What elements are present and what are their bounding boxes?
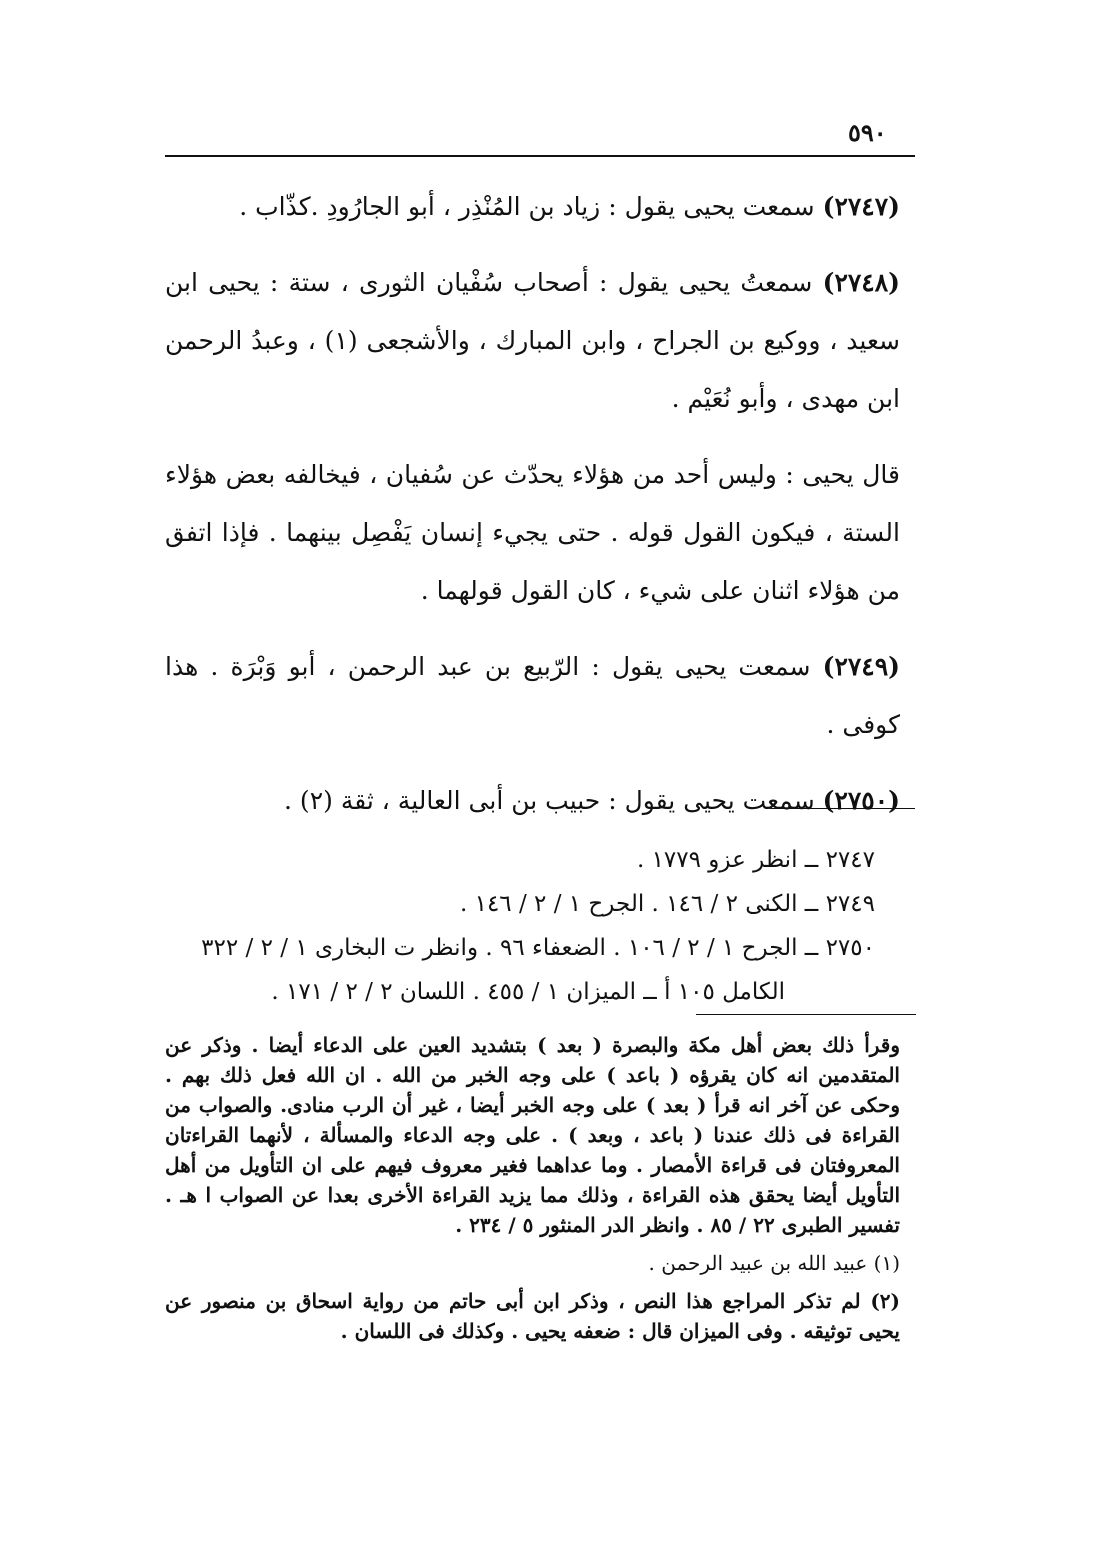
entry-text: سمعت يحيى يقول : حبيب بن أبى العالية ، ثقة (٢) . — [284, 786, 823, 815]
entry-text: سمعت يحيى يقول : زياد بن المُنْذِر ، أبو الجارُودِ .كذّاب . — [239, 192, 823, 221]
entry-2749 — [165, 638, 900, 754]
top-rule — [165, 155, 915, 157]
footnotes-rule — [696, 1014, 916, 1015]
entry-text: قال يحيى : وليس أحد من هؤلاء يحدّث عن سُفيان ، فيخالفه بعض هؤلاء الستة ، فيكون القول قوله . حتى يجيء إنسان يَفْصِل بينهما . فإذا اتفق من هؤلاء اثنان على شيء ، كان القول قولهما . — [165, 460, 900, 605]
entry-2750 — [165, 772, 900, 830]
reference-line: ٢٧٤٩ ــ الكنى ٢ / ١٤٦ . الجرح ١ / ٢ / ١٤٦ . — [459, 891, 875, 917]
entry-number: (٢٧٤٨) — [822, 268, 900, 297]
entry-number: (٢٧٤٩) — [822, 652, 900, 681]
footnote-1: (١) عبيد الله بن عبيد الرحمن . — [648, 1251, 900, 1275]
entry-2748 — [165, 254, 900, 428]
reference-line: الكامل ١٠٥ أ ــ الميزان ١ / ٤٥٥ . اللسان ٢ / ٢ / ١٧١ . — [271, 979, 785, 1005]
references — [165, 838, 875, 1014]
footnote-continuation: وقرأ ذلك بعض أهل مكة والبصرة ( بعد ) بتشديد العين على الدعاء أيضا . وذكر عن المتقدمين انه كان يقرؤه ( باعد ) على وجه الخبر من الله . ان الله فعل ذلك بهم . وحكى عن آخر انه قرأ ( بعد ) على وجه الخبر أيضا ، غير أن الرب منادى. والصواب من القراءة فى ذلك عندنا ( باعد ، وبعد ) . على وجه الدعاء والمسألة ، لأنهما القراءتان المعروفتان فى قراءة الأمصار . وما عداهما فغير معروف فيهم على ان التأويل من أهل التأويل أيضا يحقق هذه القراءة ، وذلك مما يزيد القراءة الأخرى بعدا عن الصواب ا هـ . تفسير الطبرى ٢٢ / ٨٥ . وانظر الدر المنثور ٥ / ٢٣٤ . — [165, 1033, 900, 1237]
entry-number: (٢٧٥٠) — [822, 786, 900, 815]
footnotes — [165, 1030, 900, 1354]
footnote-2: (٢) لم تذكر المراجع هذا النص ، وذكر ابن أبى حاتم من رواية اسحاق بن منصور عن يحيى توثيقه . وفى الميزان قال : ضعفه يحيى . وكذلك فى اللسان . — [165, 1289, 900, 1343]
entry-2747 — [165, 178, 900, 236]
reference-line: ٢٧٤٧ ــ انظر عزو ١٧٧٩ . — [636, 847, 875, 873]
page-number: ٥٩٠ — [848, 118, 887, 147]
entry-text: سمعت يحيى يقول : الرّبيع بن عبد الرحمن ، أبو وَبْرَة . هذا كوفى . — [165, 652, 900, 739]
entry-yahya-statement — [165, 446, 900, 620]
entry-number: (٢٧٤٧) — [822, 192, 900, 221]
main-text — [165, 178, 900, 838]
references-rule — [770, 808, 915, 809]
reference-line: ٢٧٥٠ ــ الجرح ١ / ٢ / ١٠٦ . الضعفاء ٩٦ . وانظر ت البخارى ١ / ٢ / ٣٢٢ — [201, 935, 875, 961]
entry-text: سمعتُ يحيى يقول : أصحاب سُفْيان الثورى ، ستة : يحيى ابن سعيد ، ووكيع بن الجراح ، وابن المبارك ، والأشجعى (١) ، وعبدُ الرحمن ابن مهدى ، وأبو نُعَيْم . — [165, 268, 900, 413]
